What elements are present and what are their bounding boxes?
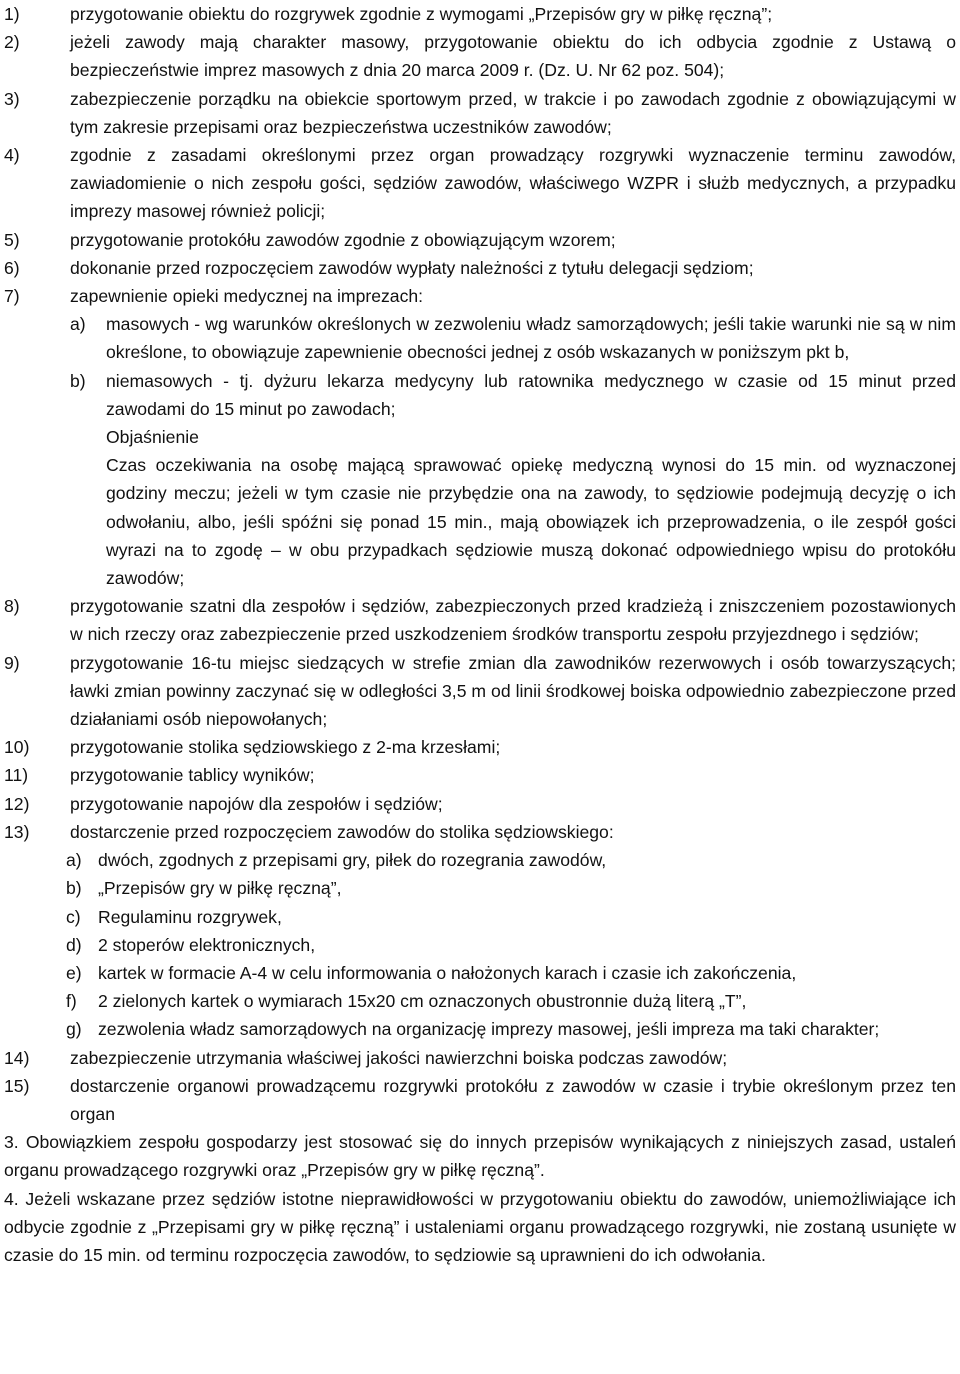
list-text: dostarczenie organowi prowadzącemu rozgrywki protokółu z zawodów w czasie i trybie określonym przez ten organ [70,1075,956,1124]
sub-list-letter: b) [66,878,82,899]
paragraph-4: 4. Jeżeli wskazane przez sędziów istotne nieprawidłowości w przygotowaniu obiektu do zawodów, uniemożliwiające ich odbycie zgodnie z „Przepisami gry w piłkę ręczną” i ustaleniami organu prowadzącego rozgrywki, nie zostaną usunięte w czasie do 15 min. od terminu rozpoczęcia zawodów, to sędziowie są uprawnieni do ich odwołania. [4,1188,956,1265]
list-item-12 [4,790,956,818]
list-item-2 [4,28,956,84]
sub-list-text: 2 zielonych kartek o wymiarach 15x20 cm oznaczonych obustronnie dużą literą „T”, [98,991,747,1012]
list-text: przygotowanie stolika sędziowskiego z 2-ma krzesłami; [70,737,501,758]
list-text: zgodnie z zasadami określonymi przez organ prowadzący rozgrywki wyznaczenie terminu zawodów, zawiadomienie o nich zespołu gości, sędziów zawodów, właściwego WZPR i służb medycznych, a przypadku imprezy masowej również policji; [70,145,956,222]
sub-item-13d [4,931,956,959]
list-number: 7) [4,286,20,307]
sub-list-text: Regulaminu rozgrywek, [98,906,282,927]
sub-list-letter: d) [66,934,82,955]
list-number: 2) [4,32,20,53]
list-item-15 [4,1072,956,1128]
sub-list-text: dwóch, zgodnych z przepisami gry, piłek do rozegrania zawodów, [98,850,607,871]
list-item-3 [4,85,956,141]
sub-list-letter: a) [66,850,82,871]
list-text: przygotowanie protokółu zawodów zgodnie z obowiązującym wzorem; [70,229,616,250]
list-item-14 [4,1044,956,1072]
sub-item-7b [4,367,956,423]
list-number: 1) [4,4,20,24]
list-text: zapewnienie opieki medycznej na imprezach: [70,286,424,307]
sub-list-text: „Przepisów gry w piłkę ręczną”, [98,878,342,899]
sub-list-letter: f) [66,991,77,1012]
list-item-10 [4,733,956,761]
list-number: 8) [4,596,20,617]
sub-list-text: 2 stoperów elektronicznych, [98,934,316,955]
list-text: zabezpieczenie utrzymania właściwej jakości nawierzchni boiska podczas zawodów; [70,1047,728,1068]
list-item-11 [4,761,956,789]
sub-item-13a [4,846,956,874]
sub-list-text: niemasowych - tj. dyżuru lekarza medycyny lub ratownika medycznego w czasie od 15 minut przed zawodami do 15 minut po zawodach; [106,370,956,419]
list-item-4 [4,141,956,226]
list-number: 3) [4,88,20,109]
list-text: przygotowanie szatni dla zespołów i sędziów, zabezpieczonych przed kradzieżą i zniszczeniem pozostawionych w nich rzeczy oraz zabezpieczenie przed uszkodzeniem środków transportu zespołu przyjezdnego i sędziów; [70,596,956,645]
sub-list-text: kartek w formacie A-4 w celu informowania o nałożonych karach i czasie ich zakończenia, [98,962,797,983]
list-text: dostarczenie przed rozpoczęciem zawodów do stolika sędziowskiego: [70,821,614,842]
explanation-text: Czas oczekiwania na osobę mającą sprawować opiekę medyczną wynosi do 15 min. od wyznaczonej godziny meczu; jeżeli w tym czasie nie przybędzie ona na zawody, to sędziowie podejmują decyzję o ich odwołaniu, albo, jeśli spóźni się ponad 15 min., mają obowiązek ich przeprowadzenia, o ile zespół gości wyrazi na to zgodę – w obu przypadkach sędziowie muszą dokonać odpowiedniego wpisu do protokółu zawodów; [106,455,956,589]
sub-item-13c [4,903,956,931]
sub-list-letter: b) [70,370,86,391]
list-item-7 [4,282,956,310]
list-text: przygotowanie napojów dla zespołów i sędziów; [70,793,443,814]
sub-list-text: zezwolenia władz samorządowych na organizację imprezy masowej, jeśli impreza ma taki charakter; [98,1019,880,1040]
list-number: 12) [4,793,30,814]
sub-item-13g [4,1015,956,1043]
list-number: 14) [4,1047,30,1068]
list-item-6 [4,254,956,282]
list-item-5 [4,226,956,254]
sub-list-text: masowych - wg warunków określonych w zezwoleniu władz samorządowych; jeśli takie warunki nie są w nim określone, to obowiązuje zapewnienie obecności jednej z osób wskazanych w poniższym pkt b, [106,314,956,363]
sub-list-letter: e) [66,962,82,983]
list-number: 10) [4,737,30,758]
sub-item-13f [4,987,956,1015]
list-number: 5) [4,229,20,250]
list-item-13 [4,818,956,846]
list-number: 6) [4,257,20,278]
explanation-heading: Objaśnienie [106,427,199,448]
list-number: 15) [4,1075,30,1096]
sub-item-7a [4,310,956,366]
list-text: zabezpieczenie porządku na obiekcie sportowym przed, w trakcie i po zawodach zgodnie z obowiązującymi w tym zakresie przepisami oraz bezpieczeństwa uczestników zawodów; [70,88,956,137]
list-item-9 [4,649,956,734]
list-item-8 [4,592,956,648]
list-text: przygotowanie 16-tu miejsc siedzących w strefie zmian dla zawodników rezerwowych i osób towarzyszących; ławki zmian powinny zaczynać się w odległości 3,5 m od linii środkowej boiska odpowiednio zabezpieczone przed działaniami osób niepowołanych; [70,652,956,730]
sub-item-13e [4,959,956,987]
sub-item-13b [4,874,956,902]
list-text: dokonanie przed rozpoczęciem zawodów wypłaty należności z tytułu delegacji sędziom; [70,257,754,278]
list-number: 4) [4,145,20,166]
list-text: jeżeli zawody mają charakter masowy, przygotowanie obiektu do ich odbycia zgodnie z Ustawą o bezpieczeństwie imprez masowych z dnia 20 marca 2009 r. (Dz. U. Nr 62 poz. 504); [70,32,956,81]
sub-list-letter: a) [70,314,86,335]
list-number: 9) [4,652,20,673]
list-number: 11) [4,765,29,786]
list-item-1 [4,0,956,28]
sub-list-letter: c) [66,906,81,927]
sub-list-letter: g) [66,1019,82,1040]
list-text: przygotowanie tablicy wyników; [70,765,315,786]
list-text: przygotowanie obiektu do rozgrywek zgodnie z wymogami „Przepisów gry w piłkę ręczną”; [70,4,773,24]
paragraph-3: 3. Obowiązkiem zespołu gospodarzy jest stosować się do innych przepisów wynikających z niniejszych zasad, ustaleń organu prowadzącego rozgrywki oraz „Przepisów gry w piłkę ręczną”. [4,1132,956,1181]
list-number: 13) [4,821,30,842]
